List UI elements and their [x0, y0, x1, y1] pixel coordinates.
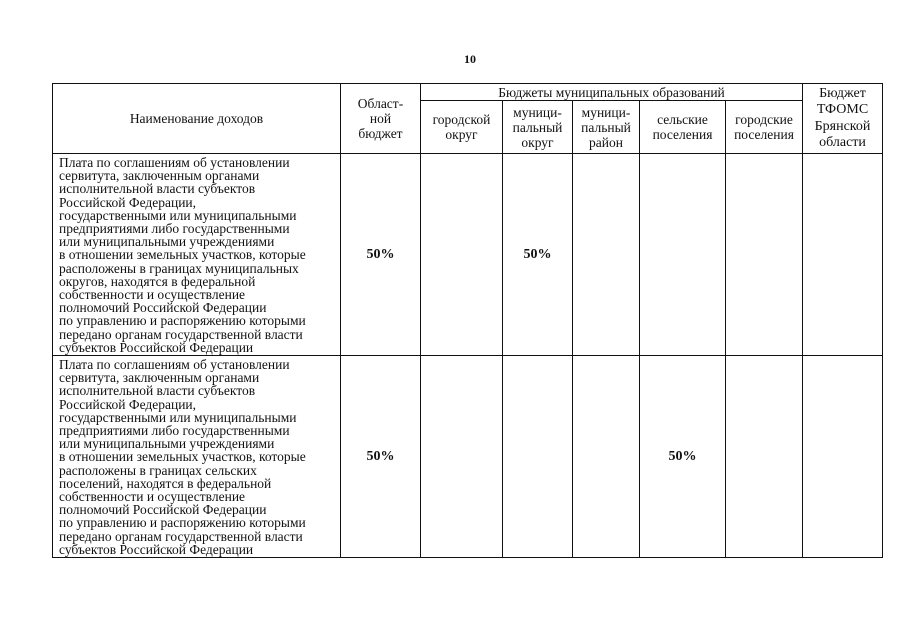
income-description: Плата по соглашениям об установлении сервитута, заключенным органами исполнительной власти субъектов Российской Федерации, государственными или муниципальными предприятиями либо государственными или муниципальными учреждениями в отношении земельных участков, которые расположены в границах муниципальных округов, находятся в федеральной собственности и осуществление полномочий Российской Федерации по управлению и распоряжению которыми передано органам государственной власти субъектов Российской Федерации [53, 154, 341, 356]
header-rural-settlements: сельские поселения [640, 101, 726, 154]
city-district-share [421, 154, 503, 356]
municipal-district-share [573, 356, 640, 558]
page-number: 10 [464, 52, 476, 66]
table-row [53, 356, 883, 558]
tfoms-share [803, 356, 883, 558]
municipal-district-share [573, 154, 640, 356]
header-municipal-okrug: муници- пальный округ [503, 101, 573, 154]
rural-settlements-share [640, 154, 726, 356]
header-regional-budget: Област- ной бюджет [341, 84, 421, 154]
table-row [53, 154, 883, 356]
city-district-share [421, 356, 503, 558]
urban-settlements-share [726, 154, 803, 356]
municipal-okrug-share: 50% [503, 154, 573, 356]
rural-settlements-share: 50% [640, 356, 726, 558]
header-city-district: городской округ [421, 101, 503, 154]
regional-share: 50% [341, 356, 421, 558]
municipal-okrug-share [503, 356, 573, 558]
header-municipal-budgets: Бюджеты муниципальных образований [421, 84, 803, 101]
regional-share: 50% [341, 154, 421, 356]
header-tfoms-budget: Бюджет ТФОМС Брянской области [803, 84, 883, 154]
urban-settlements-share [726, 356, 803, 558]
income-distribution-table [52, 83, 883, 558]
tfoms-share [803, 154, 883, 356]
header-urban-settlements: городские поселения [726, 101, 803, 154]
header-income-name: Наименование доходов [53, 84, 341, 154]
header-municipal-district: муници- пальный район [573, 101, 640, 154]
income-description: Плата по соглашениям об установлении сервитута, заключенным органами исполнительной власти субъектов Российской Федерации, государственными или муниципальными предприятиями либо государственными или муниципальными учреждениями в отношении земельных участков, которые расположены в границах сельских поселений, находятся в федеральной собственности и осуществление полномочий Российской Федерации по управлению и распоряжению которыми передано органам государственной власти субъектов Российской Федерации [53, 356, 341, 558]
